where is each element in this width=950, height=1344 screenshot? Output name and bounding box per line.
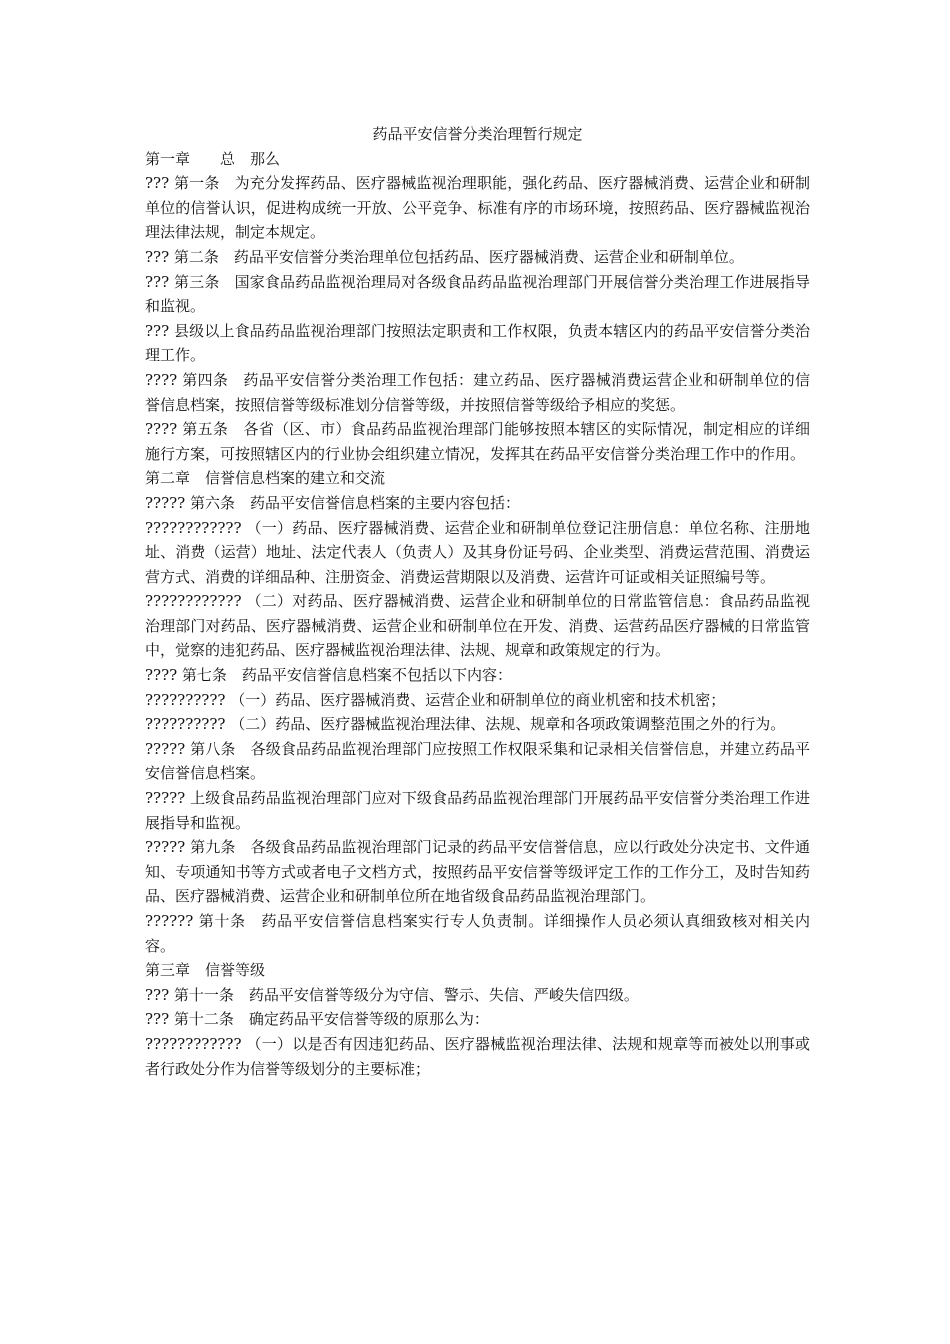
article-paragraph: ???? 第七条 药品平安信誉信息档案不包括以下内容： [145, 666, 512, 685]
article-paragraph: ??? 第十二条 确定药品平安信誉等级的原那么为： [145, 1010, 489, 1029]
article-paragraph: ?????? 第十条 药品平安信誉信息档案实行专人负责制。详细操作人员必须认真细致核对相关内容。 [145, 912, 810, 955]
article-paragraph: ???????????? （二）对药品、医疗器械消费、运营企业和研制单位的日常监管信息：食品药品监视治理部门对药品、医疗器械消费、运营企业和研制单位在开发、消费、运营药品医疗器械的日常监管中，觉察的违犯药品、医疗器械监视治理法律、法规、规章和政策规定的行为。 [145, 592, 810, 660]
document-title: 药品平安信誉分类治理暂行规定 [372, 125, 583, 143]
article-paragraph: ??? 第二条 药品平安信誉分类治理单位包括药品、医疗器械消费、运营企业和研制单位。 [145, 247, 744, 266]
article-paragraph: ?????????? （一）药品、医疗器械消费、运营企业和研制单位的商业机密和技术机密； [145, 690, 726, 709]
article-paragraph: ??? 县级以上食品药品监视治理部门按照法定职责和工作权限，负责本辖区内的药品平安信誉分类治理工作。 [145, 321, 810, 365]
article-paragraph: ??? 第十一条 药品平安信誉等级分为守信、警示、失信、严峻失信四级。 [145, 985, 639, 1004]
article-paragraph: ???????????? （一）药品、医疗器械消费、运营企业和研制单位登记注册信息：单位名称、注册地址、消费（运营）地址、法定代表人（负责人）及其身份证号码、企业类型、消费运营范围、消费运营方式、消费的详细品种、注册资金、消费运营期限以及消费、运营许可证或相关证照编号等。 [145, 518, 810, 586]
article-paragraph: ??? 第一条 为充分发挥药品、医疗器械监视治理职能，强化药品、医疗器械消费、运营企业和研制单位的信誉认识，促进构成统一开放、公平竞争、标准有序的市场环境，按照药品、医疗器械监视治理法律法规，制定本规定。 [145, 174, 810, 242]
article-paragraph: ???? 第四条 药品平安信誉分类治理工作包括：建立药品、医疗器械消费运营企业和研制单位的信誉信息档案，按照信誉等级标准划分信誉等级，并按照信誉等级给予相应的奖惩。 [145, 370, 810, 414]
article-paragraph: ????? 第六条 药品平安信誉信息档案的主要内容包括： [145, 493, 520, 512]
article-paragraph: ??? 第三条 国家食品药品监视治理局对各级食品药品监视治理部门开展信誉分类治理工作进展指导和监视。 [145, 272, 810, 316]
chapter-heading: 第一章 总 那么 [145, 149, 281, 168]
document-body [145, 122, 810, 1081]
article-paragraph: ????? 第八条 各级食品药品监视治理部门应按照工作权限采集和记录相关信誉信息，并建立药品平安信誉信息档案。 [145, 739, 810, 783]
chapter-heading: 第三章 信誉等级 [145, 961, 266, 980]
article-paragraph: ?????????? （二）药品、医疗器械监视治理法律、法规、规章和各项政策调整范围之外的行为。 [145, 715, 786, 734]
chapter-heading: 第二章 信誉信息档案的建立和交流 [145, 469, 386, 488]
article-paragraph: ???????????? （一）以是否有因违犯药品、医疗器械监视治理法律、法规和规章等而被处以刑事或者行政处分作为信誉等级划分的主要标准； [145, 1034, 810, 1078]
article-paragraph: ???? 第五条 各省（区、市）食品药品监视治理部门能够按照本辖区的实际情况，制定相应的详细施行方案，可按照辖区内的行业协会组织建立情况，发挥其在药品平安信誉分类治理工作中的作用。 [145, 420, 810, 463]
article-paragraph: ????? 上级食品药品监视治理部门应对下级食品药品监视治理部门开展药品平安信誉分类治理工作进展指导和监视。 [145, 789, 810, 832]
article-paragraph: ????? 第九条 各级食品药品监视治理部门记录的药品平安信誉信息，应以行政处分决定书、文件通知、专项通知书等方式或者电子文档方式，按照药品平安信誉等级评定工作的工作分工，及时告知药品、医疗器械消费、运营企业和研制单位所在地省级食品药品监视治理部门。 [145, 838, 810, 906]
